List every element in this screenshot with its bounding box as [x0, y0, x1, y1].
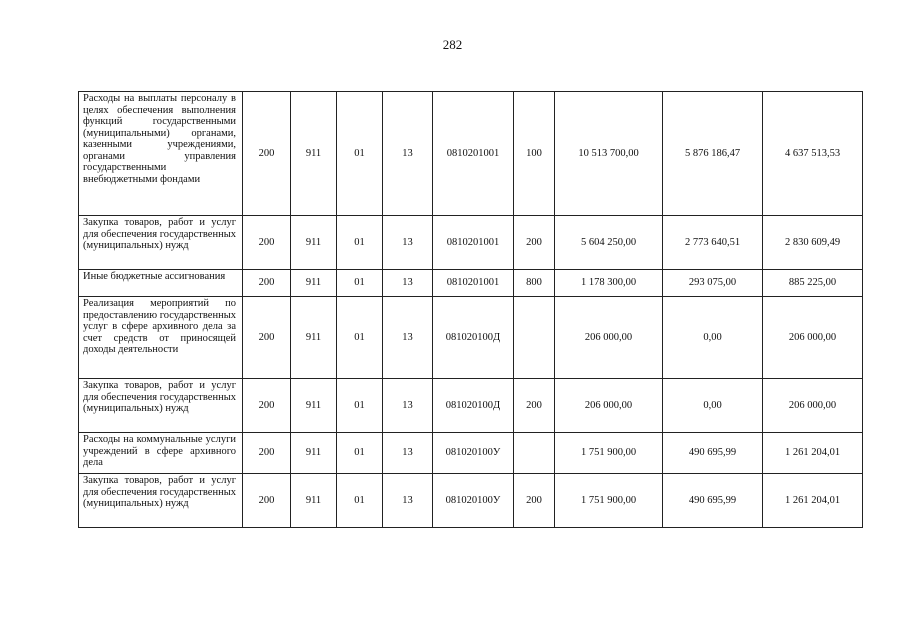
- subsection-cell: 13: [383, 216, 433, 270]
- executed-amount-cell: 0,00: [663, 379, 763, 433]
- code-cell: 200: [243, 474, 291, 528]
- plan-amount-cell: 206 000,00: [555, 379, 663, 433]
- table-row: [79, 92, 863, 216]
- subsection-cell: 13: [383, 297, 433, 379]
- ministry-cell: 911: [291, 474, 337, 528]
- remainder-amount-cell: 885 225,00: [763, 270, 863, 297]
- description-cell: Расходы на выплаты персоналу в целях обеспечения выполнения функций государственными (муниципальными) органами, казенными учреждениями, органами управления государственными внебюджетными фондами: [79, 92, 243, 216]
- expense-type-cell: [514, 433, 555, 474]
- target-article-cell: 0810201001: [433, 270, 514, 297]
- description-cell: Реализация мероприятий по предоставлению государственных услуг в сфере архивного дела за счет средств от приносящей доходы деятельности: [79, 297, 243, 379]
- code-cell: 200: [243, 270, 291, 297]
- expense-type-cell: 200: [514, 379, 555, 433]
- section-cell: 01: [337, 92, 383, 216]
- plan-amount-cell: 10 513 700,00: [555, 92, 663, 216]
- description-cell: Иные бюджетные ассигнования: [79, 270, 243, 297]
- section-cell: 01: [337, 474, 383, 528]
- remainder-amount-cell: 206 000,00: [763, 379, 863, 433]
- code-cell: 200: [243, 216, 291, 270]
- subsection-cell: 13: [383, 379, 433, 433]
- target-article-cell: 0810201001: [433, 216, 514, 270]
- table-row: [79, 270, 863, 297]
- executed-amount-cell: 490 695,99: [663, 474, 763, 528]
- executed-amount-cell: 293 075,00: [663, 270, 763, 297]
- remainder-amount-cell: 4 637 513,53: [763, 92, 863, 216]
- expense-type-cell: [514, 297, 555, 379]
- subsection-cell: 13: [383, 433, 433, 474]
- target-article-cell: 081020100Д: [433, 379, 514, 433]
- plan-amount-cell: 206 000,00: [555, 297, 663, 379]
- target-article-cell: 081020100Д: [433, 297, 514, 379]
- subsection-cell: 13: [383, 92, 433, 216]
- budget-table: [78, 91, 863, 528]
- target-article-cell: 081020100У: [433, 433, 514, 474]
- code-cell: 200: [243, 379, 291, 433]
- table-row: [79, 297, 863, 379]
- ministry-cell: 911: [291, 270, 337, 297]
- plan-amount-cell: 1 751 900,00: [555, 433, 663, 474]
- description-cell: Закупка товаров, работ и услуг для обеспечения государственных (муниципальных) нужд: [79, 216, 243, 270]
- ministry-cell: 911: [291, 216, 337, 270]
- remainder-amount-cell: 1 261 204,01: [763, 474, 863, 528]
- target-article-cell: 0810201001: [433, 92, 514, 216]
- table-row: [79, 379, 863, 433]
- section-cell: 01: [337, 297, 383, 379]
- description-cell: Расходы на коммунальные услуги учреждений в сфере архивного дела: [79, 433, 243, 474]
- executed-amount-cell: 0,00: [663, 297, 763, 379]
- section-cell: 01: [337, 216, 383, 270]
- executed-amount-cell: 490 695,99: [663, 433, 763, 474]
- remainder-amount-cell: 1 261 204,01: [763, 433, 863, 474]
- ministry-cell: 911: [291, 433, 337, 474]
- remainder-amount-cell: 206 000,00: [763, 297, 863, 379]
- table-row: [79, 433, 863, 474]
- plan-amount-cell: 1 751 900,00: [555, 474, 663, 528]
- table-body: [79, 92, 863, 528]
- executed-amount-cell: 2 773 640,51: [663, 216, 763, 270]
- description-cell: Закупка товаров, работ и услуг для обеспечения государственных (муниципальных) нужд: [79, 379, 243, 433]
- expense-type-cell: 800: [514, 270, 555, 297]
- plan-amount-cell: 5 604 250,00: [555, 216, 663, 270]
- ministry-cell: 911: [291, 297, 337, 379]
- description-cell: Закупка товаров, работ и услуг для обеспечения государственных (муниципальных) нужд: [79, 474, 243, 528]
- target-article-cell: 081020100У: [433, 474, 514, 528]
- expense-type-cell: 200: [514, 216, 555, 270]
- section-cell: 01: [337, 270, 383, 297]
- page-number: 282: [442, 37, 463, 52]
- executed-amount-cell: 5 876 186,47: [663, 92, 763, 216]
- section-cell: 01: [337, 433, 383, 474]
- ministry-cell: 911: [291, 92, 337, 216]
- table-row: [79, 474, 863, 528]
- expense-type-cell: 200: [514, 474, 555, 528]
- section-cell: 01: [337, 379, 383, 433]
- remainder-amount-cell: 2 830 609,49: [763, 216, 863, 270]
- expense-type-cell: 100: [514, 92, 555, 216]
- code-cell: 200: [243, 433, 291, 474]
- code-cell: 200: [243, 92, 291, 216]
- ministry-cell: 911: [291, 379, 337, 433]
- subsection-cell: 13: [383, 474, 433, 528]
- code-cell: 200: [243, 297, 291, 379]
- subsection-cell: 13: [383, 270, 433, 297]
- table-row: [79, 216, 863, 270]
- plan-amount-cell: 1 178 300,00: [555, 270, 663, 297]
